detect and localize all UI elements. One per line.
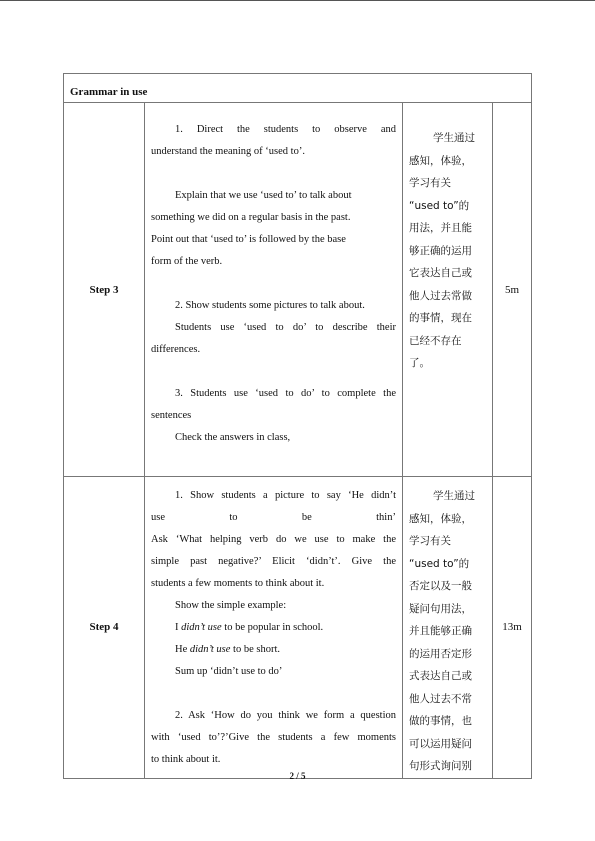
objective-cell	[403, 477, 493, 779]
objective-line: 它表达自己或	[409, 267, 472, 279]
example-line	[151, 639, 396, 661]
content-line: Show the simple example:	[175, 600, 287, 611]
objective-line: 学生通过	[433, 490, 475, 502]
content-line: students a few moments to think about it.	[151, 578, 325, 589]
step-label: Step 3	[64, 103, 145, 477]
content-line: Point out that ‘used to’ is followed by the base	[151, 234, 346, 245]
example-text: He	[175, 644, 190, 655]
example-text: to be popular in school.	[221, 622, 324, 633]
content-line: Sum up ‘didn’t use to do’	[175, 666, 283, 677]
example-line	[151, 617, 396, 639]
lesson-plan-table	[63, 73, 532, 779]
objective-line: 已经不存在	[409, 334, 462, 347]
content-line: 3. Students use ‘used to do’ to complete the	[175, 388, 396, 399]
example-text: I	[175, 622, 182, 633]
content-line: Explain that we use ‘used to’ to talk about	[175, 190, 352, 201]
objective-line: 可以运用疑问	[409, 737, 472, 750]
content-line: sentences	[151, 410, 192, 421]
section-title: Grammar in use	[64, 74, 532, 103]
objective-line: “used to”的	[409, 199, 470, 212]
page-number: 2 / 5	[289, 771, 306, 781]
content-word: thin’	[376, 512, 396, 523]
content-line: 2. Show students some pictures to talk about.	[175, 300, 365, 311]
objective-line: 的事情，现在	[409, 312, 472, 324]
objective-line: 学生通过	[433, 132, 475, 144]
step-time: 5m	[493, 103, 532, 477]
content-word: use	[151, 512, 165, 523]
content-line: Ask ‘What helping verb do we use to make the	[151, 534, 396, 545]
objective-line: “used to”的	[409, 557, 470, 570]
content-word: to	[229, 512, 238, 523]
example-emphasis: didn’t use	[181, 622, 222, 633]
objective-line: 句形式询问别	[409, 760, 472, 772]
content-line: to think about it.	[151, 754, 221, 765]
content-line: something we did on a regular basis in the past.	[151, 212, 351, 223]
example-emphasis: didn’t use	[189, 644, 231, 655]
content-line: 1. Direct the students to observe and	[175, 124, 396, 135]
objective-line: 感知，体验，	[409, 154, 472, 167]
objective-line: 的运用否定形	[409, 647, 472, 660]
objective-line: 了。	[409, 357, 430, 369]
objective-line: 疑问句用法，	[409, 602, 472, 615]
step-content	[145, 103, 403, 477]
objective-line: 感知，体验，	[409, 512, 472, 525]
content-line: form of the verb.	[151, 256, 223, 267]
content-line: differences.	[151, 344, 201, 355]
objective-line: 他人过去不常	[409, 692, 472, 705]
objective-line: 并且能够正确	[409, 625, 472, 637]
table-row	[64, 477, 532, 779]
objective-cell	[403, 103, 493, 477]
table-row	[64, 103, 532, 477]
content-line: Check the answers in class,	[175, 432, 291, 443]
example-text: to be short.	[230, 644, 280, 655]
content-line: with ‘used to’?’Give the students a few moments	[151, 732, 396, 743]
content-line: 2. Ask ‘How do you think we form a question	[175, 710, 396, 721]
content-word: be	[301, 512, 312, 523]
objective-line: 做的事情，也	[409, 715, 472, 727]
top-rule	[0, 0, 595, 1]
objective-line: 学习有关	[409, 177, 451, 189]
content-line: understand the meaning of ‘used to’.	[151, 146, 305, 157]
objective-line: 否定以及一般	[409, 580, 472, 592]
objective-line: 他人过去常做	[409, 289, 472, 302]
step-content	[145, 477, 403, 779]
section-header-row	[64, 74, 532, 103]
objective-line: 用法，并且能	[409, 222, 472, 234]
content-line	[151, 507, 396, 529]
step-label: Step 4	[64, 477, 145, 779]
objective-line: 够正确的运用	[409, 244, 472, 257]
content-line: simple past negative?’ Elicit ‘didn’t’. Give the	[151, 556, 396, 567]
objective-line: 式表达自己或	[409, 670, 472, 682]
objective-line: 学习有关	[409, 535, 451, 547]
step-time: 13m	[493, 477, 532, 779]
content-line: 1. Show students a picture to say ‘He didn’t	[175, 490, 396, 501]
content-line: Students use ‘used to do’ to describe their	[175, 322, 396, 333]
